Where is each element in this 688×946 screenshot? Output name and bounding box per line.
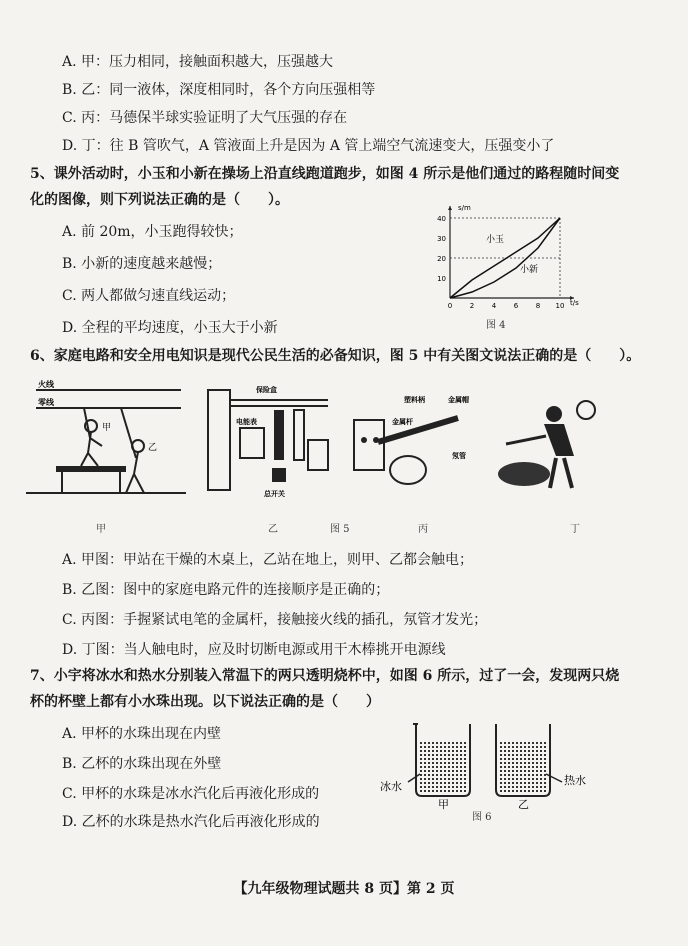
plastic-handle-label: 塑料柄 bbox=[404, 396, 425, 404]
ice-water-dots bbox=[420, 742, 466, 792]
q4-option-c: C. 丙：马德保半球实验证明了大气压强的存在 bbox=[62, 110, 348, 126]
q7-option-b: B. 乙杯的水珠出现在外壁 bbox=[62, 756, 222, 772]
hand-icon bbox=[390, 456, 426, 484]
beaker-a-label: 甲 bbox=[438, 798, 449, 810]
q6-option-b: B. 乙图：图中的家庭电路元件的连接顺序是正确的； bbox=[62, 582, 390, 598]
fuse-box-label: 保险盒 bbox=[256, 386, 277, 394]
neutral-wire-label: 零线 bbox=[38, 398, 54, 407]
test-pen-icon bbox=[378, 418, 458, 442]
fuse-box-icon bbox=[274, 410, 284, 460]
x-tick-0: 0 bbox=[447, 302, 453, 310]
figure-6-caption: 图 6 bbox=[472, 812, 492, 823]
q5-stem-line1: 5、课外活动时，小玉和小新在操场上沿直线跑道跑步，如图 4 所示是他们通过的路程随时间变 bbox=[30, 166, 620, 182]
q4-option-a: A. 甲：压力相同，接触面积越大，压强越大 bbox=[62, 54, 334, 70]
y-axis-arrow bbox=[448, 206, 452, 210]
x-tick-8: 8 bbox=[535, 302, 541, 310]
q7-stem-line1: 7、小宇将冰水和热水分别装入常温下的两只透明烧杯中，如图 6 所示，过了一会，发现两只烧 bbox=[30, 668, 620, 684]
main-switch-icon bbox=[272, 468, 286, 482]
hot-water-dots bbox=[500, 742, 546, 792]
socket-icon bbox=[354, 420, 384, 470]
figure-5-panel-c bbox=[348, 390, 478, 500]
rescuer-icon bbox=[546, 406, 562, 422]
figure-5-panel-b-label: 乙 bbox=[268, 524, 278, 535]
meter-label: 电能表 bbox=[236, 418, 257, 426]
q4-option-b: B. 乙：同一液体，深度相同时，各个方向压强相等 bbox=[62, 82, 376, 98]
q7-option-c: C. 甲杯的水珠是冰水汽化后再液化形成的 bbox=[62, 786, 320, 802]
q5-option-c: C. 两人都做匀速直线运动； bbox=[62, 288, 236, 304]
figure-4-axes bbox=[448, 206, 574, 300]
q6-option-a: A. 甲图：甲站在干燥的木桌上，乙站在地上，则甲、乙都会触电； bbox=[62, 552, 474, 568]
q5-stem-line2: 化的图像，则下列说法正确的是（ ）。 bbox=[30, 192, 289, 208]
y-tick-20: 20 bbox=[437, 255, 446, 263]
q5-option-d: D. 全程的平均速度，小玉大于小新 bbox=[62, 320, 278, 336]
figure-6-beakers bbox=[380, 718, 600, 810]
figure-4-graph bbox=[428, 200, 588, 330]
ice-water-label: 冰水 bbox=[380, 780, 402, 793]
main-switch-label: 总开关 bbox=[264, 490, 285, 498]
beaker-b-label: 乙 bbox=[518, 798, 529, 810]
metal-rod-label: 金属杆 bbox=[392, 418, 413, 426]
figure-5-panel-b bbox=[198, 380, 338, 508]
person-b-label: 乙 bbox=[148, 443, 158, 453]
figure-5-panel-a-label: 甲 bbox=[96, 524, 106, 535]
y-tick-10: 10 bbox=[437, 275, 446, 283]
y-tick-40: 40 bbox=[437, 215, 446, 223]
person-a-label: 甲 bbox=[102, 423, 112, 433]
neon-label: 氖管 bbox=[452, 452, 466, 460]
x-tick-6: 6 bbox=[513, 302, 519, 310]
wooden-stick-icon bbox=[506, 436, 546, 444]
figure-5-panel-d bbox=[494, 396, 614, 506]
figure-4-y-unit: s/m bbox=[458, 204, 471, 212]
q7-option-d: D. 乙杯的水珠是热水汽化后再液化形成的 bbox=[62, 814, 320, 830]
live-wire-label: 火线 bbox=[38, 380, 54, 389]
page-footer: 【九年级物理试题共 8 页】第 2 页 bbox=[233, 881, 455, 897]
hot-water-label: 热水 bbox=[564, 774, 586, 787]
meter-icon bbox=[240, 428, 264, 458]
q7-option-a: A. 甲杯的水珠出现在内壁 bbox=[62, 726, 222, 742]
metal-cap-label: 金属帽 bbox=[448, 396, 469, 404]
q5-option-b: B. 小新的速度越来越慢； bbox=[62, 256, 222, 272]
figure-5-panel-c-label: 丙 bbox=[418, 524, 428, 535]
q6-option-d: D. 丁图：当人触电时，应及时切断电源或用干木棒挑开电源线 bbox=[62, 642, 446, 658]
q5-option-a: A. 前 20m，小玉跑得较快； bbox=[62, 224, 243, 240]
figure-4-x-unit: t/s bbox=[570, 299, 579, 307]
x-tick-2: 2 bbox=[469, 302, 475, 310]
y-tick-30: 30 bbox=[437, 235, 446, 243]
figure-4-gridlines bbox=[450, 218, 560, 298]
figure-4-label-xiaoxin: 小新 bbox=[520, 265, 539, 275]
figure-5-panel-a bbox=[26, 378, 186, 508]
q7-stem-line2: 杯的杯壁上都有小水珠出现。以下说法正确的是（ ） bbox=[30, 694, 380, 710]
q4-option-d: D. 丁：往 B 管吹气，A 管液面上升是因为 A 管上端空气流速变大，压强变小了 bbox=[62, 138, 555, 154]
x-tick-10: 10 bbox=[555, 302, 565, 310]
victim-icon bbox=[498, 462, 550, 486]
x-tick-4: 4 bbox=[491, 302, 497, 310]
figure-5-caption: 图 5 bbox=[330, 524, 350, 535]
figure-5-panel-d-label: 丁 bbox=[570, 524, 580, 535]
figure-4-caption: 图 4 bbox=[486, 320, 506, 331]
figure-4-label-xiaoyu: 小玉 bbox=[486, 235, 505, 245]
q6-option-c: C. 丙图：手握紧试电笔的金属杆，接触接火线的插孔，氖管才发光； bbox=[62, 612, 488, 628]
q6-stem: 6、家庭电路和安全用电知识是现代公民生活的必备知识，图 5 中有关图文说法正确的是（ ）。 bbox=[30, 348, 641, 364]
wooden-table-icon bbox=[56, 466, 126, 472]
